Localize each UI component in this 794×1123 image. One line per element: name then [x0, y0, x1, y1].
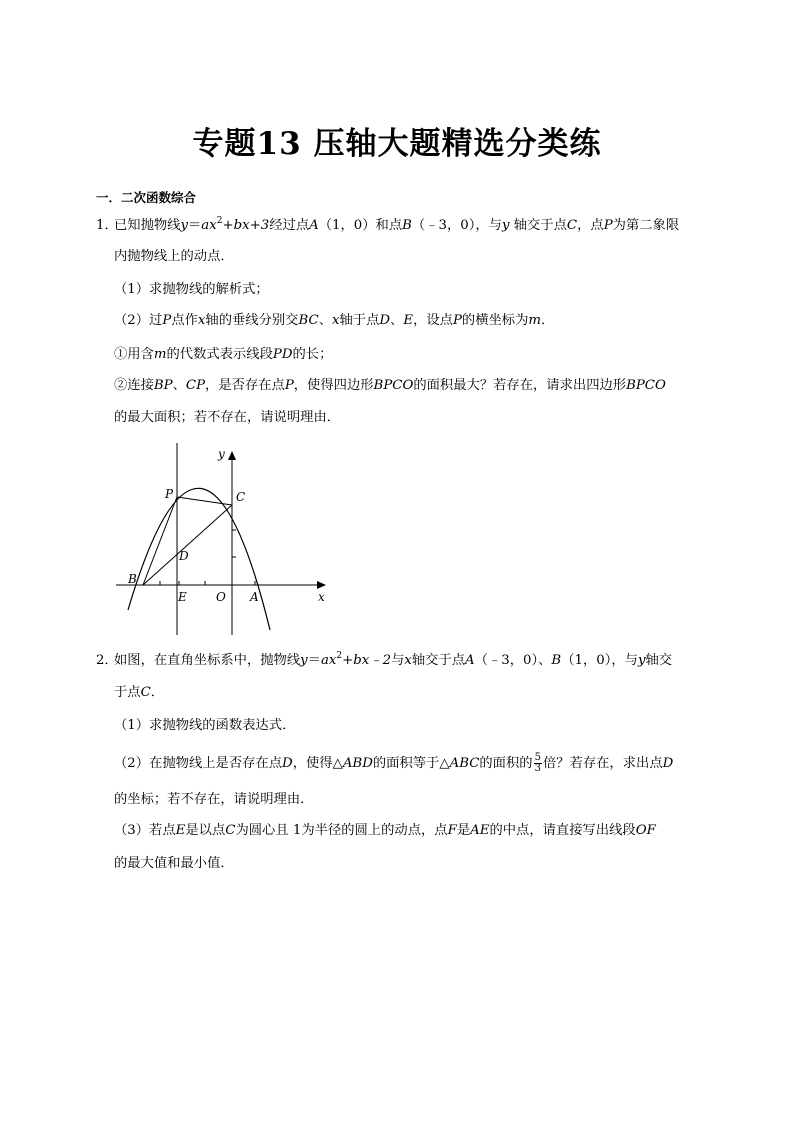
- q2-part-3: （3）若点E是以点C为圆心且 1为半径的圆上的动点，点F是AE的中点，请直接写出线段OF: [114, 823, 656, 838]
- parabola-figure: [110, 435, 340, 645]
- q1-part-2: （2）过P点作x轴的垂线分别交BC、x轴于点D、E，设点P的横坐标为m．: [114, 313, 555, 328]
- segment-bc: [143, 505, 232, 585]
- label-o: O: [216, 590, 226, 604]
- q1-line-2: 内抛物线上的动点．: [114, 249, 234, 264]
- q2-part-2: （2）在抛物线上是否存在点D，使得△ABD的面积等于△ABC的面积的 $\frac{5}{3}$ 倍？若存在，求出点D: [114, 752, 674, 774]
- q1-sub-2-line-2: 的最大面积；若不存在，请说明理由．: [114, 410, 341, 425]
- q1-sub-1: ①用含m的代数式表示线段PD的长；: [114, 347, 333, 362]
- x-axis-ticks: [160, 581, 255, 585]
- segment-pc: [177, 497, 232, 505]
- q2-line-1: 2．如图，在直角坐标系中，抛物线$y=ax^2+bx﹣2$与x轴交于点A（﹣3，0）、B（1，0），与y轴交: [96, 651, 673, 668]
- q2-part-2-line-2: 的坐标；若不存在，请说明理由．: [114, 792, 314, 807]
- label-x: x: [318, 590, 325, 604]
- label-e: E: [178, 590, 187, 604]
- y-axis-ticks: [232, 530, 236, 557]
- q2-line-2: 于点C．: [114, 685, 165, 700]
- label-p: P: [165, 487, 174, 501]
- label-y: y: [218, 447, 225, 461]
- page-title: 专题13 压轴大题精选分类练: [192, 126, 602, 162]
- label-c: C: [236, 490, 246, 504]
- q1-number: 1．: [96, 218, 118, 233]
- q2-number: 2．: [96, 653, 118, 668]
- label-b: B: [128, 572, 137, 586]
- fraction-five-thirds: $\frac{5}{3}$: [534, 752, 541, 774]
- label-d: D: [179, 549, 189, 563]
- x-axis-arrow: [317, 581, 326, 589]
- q1-part-1: （1）求抛物线的解析式；: [114, 282, 269, 297]
- parabola-curve: [128, 488, 270, 630]
- y-axis-arrow: [228, 451, 236, 460]
- segment-bp: [143, 497, 177, 585]
- q2-part-3-line-2: 的最大值和最小值．: [114, 856, 234, 871]
- q1-line-1: 1．已知抛物线$y=ax^2+bx+3$经过点A（1，0）和点B（﹣3，0），与y 轴交于点C，点P为第二象限: [96, 216, 680, 233]
- section-heading: 一．二次函数综合: [96, 190, 197, 205]
- q2-part-1: （1）求抛物线的函数表达式．: [114, 718, 296, 733]
- label-a: A: [250, 590, 259, 604]
- q1-sub-2: ②连接BP、CP，是否存在点P，使得四边形BPCO的面积最大？若存在，请求出四边形BPCO: [114, 378, 666, 393]
